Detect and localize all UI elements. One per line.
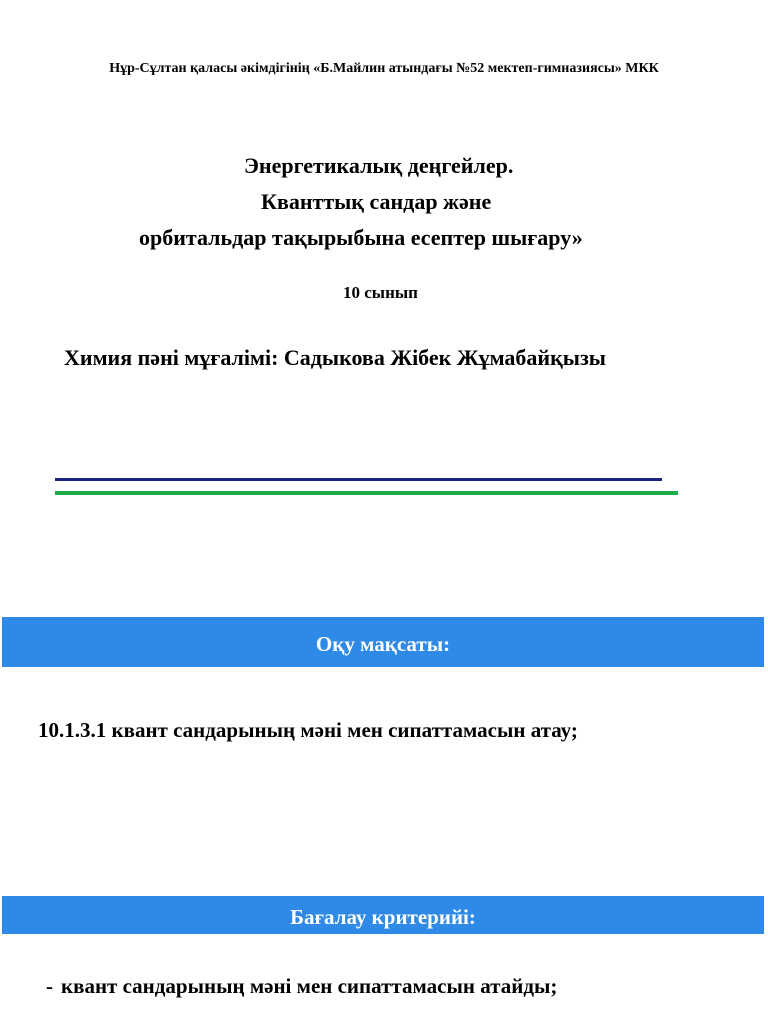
title-line-2: Кванттық сандар және bbox=[261, 189, 492, 214]
goal-text: 10.1.3.1 квант сандарының мәні мен сипаттамасын атау; bbox=[38, 718, 578, 742]
criteria-text: квант сандарының мәні мен сипаттамасын атайды; bbox=[61, 974, 558, 998]
divider-blue bbox=[55, 478, 662, 481]
bullet-dash: - bbox=[46, 974, 53, 998]
goal-heading: Оқу мақсаты: bbox=[315, 632, 451, 656]
title-line-1: Энергетикалық деңгейлер. bbox=[244, 153, 514, 178]
teacher-name: Химия пәні мұғалімі: Садыкова Жібек Жұмабайқызы bbox=[64, 345, 606, 370]
grade-label: 10 сынып bbox=[343, 283, 418, 302]
criteria-heading-band bbox=[2, 896, 764, 934]
criteria-heading: Бағалау критерийі: bbox=[290, 905, 476, 929]
title-line-3: орбитальдар тақырыбына есептер шығару» bbox=[139, 225, 583, 250]
criteria-item bbox=[46, 974, 557, 999]
divider-green bbox=[55, 491, 678, 495]
goal-heading-band bbox=[2, 617, 764, 667]
organization-header: Нұр-Сұлтан қаласы әкімдігінің «Б.Майлин атындағы №52 мектеп-гимназиясы» МКК bbox=[109, 61, 659, 76]
